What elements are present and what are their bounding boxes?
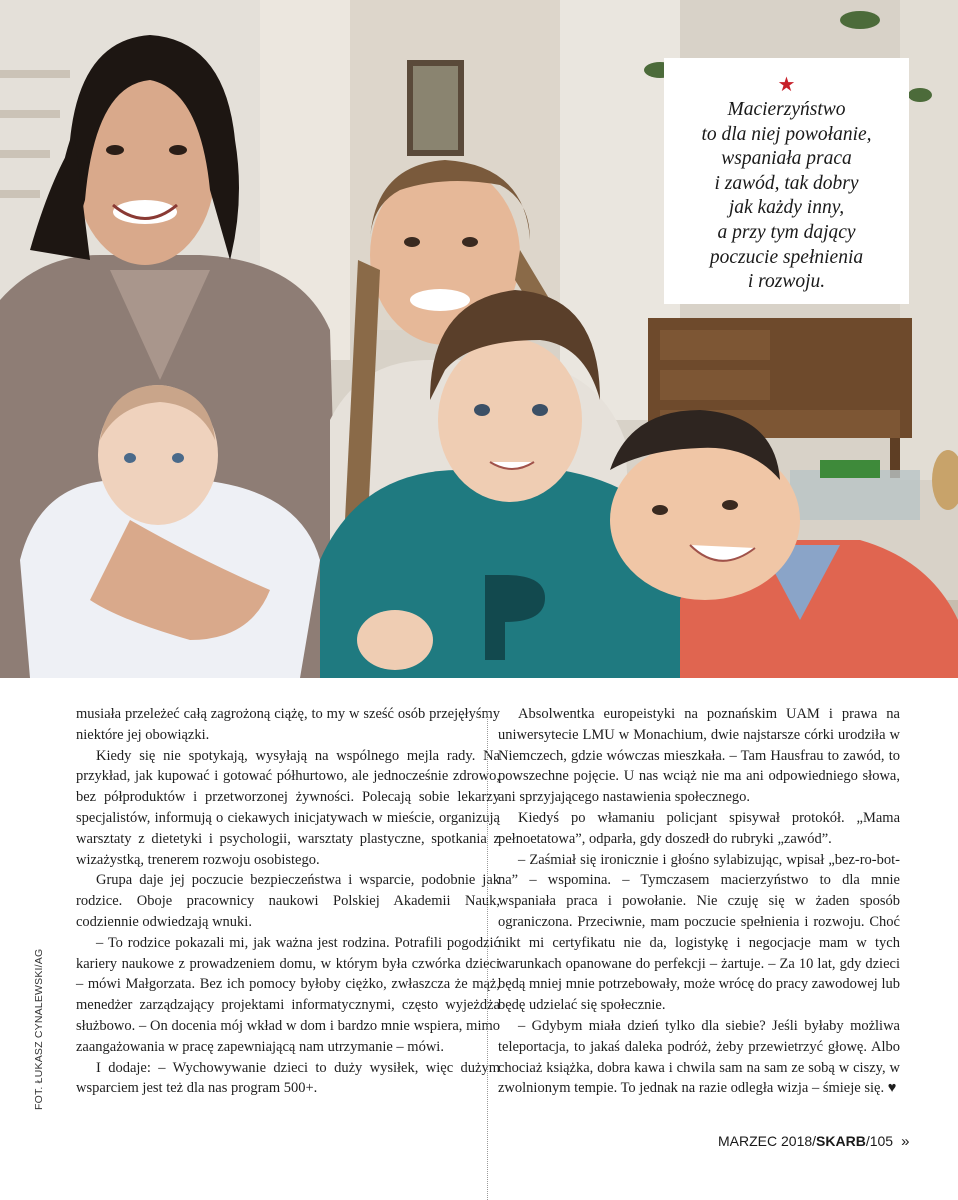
- article-paragraph: – To rodzice pokazali mi, jak ważna jest rodzina. Potrafili pogodzić kariery naukowe z prowadzeniem domu, w którym była czwórka dzieci – mówi Małgorzata. Bez ich pomocy byłoby ciężko, zwłaszcza że mąż, menedżer zarządzający projektami informatycznymi, często wyjeżdża służbowo. – On docenia mój wkład w dom i bardzo mnie wspiera, mimo zaangażowania w pracę zapewniającą nam utrzymanie – mówi.: [76, 934, 500, 1055]
- next-page-arrow-icon: »: [901, 1133, 910, 1150]
- page-folio: MARZEC 2018/SKARB/105 »: [718, 1133, 910, 1150]
- pull-quote-line: poczucie spełnienia: [709, 246, 864, 268]
- pull-quote-line: i rozwoju.: [747, 271, 826, 293]
- pull-quote-box: [664, 58, 909, 304]
- pull-quote-line: Macierzyństwo: [727, 99, 846, 120]
- article-paragraph: I dodaje: – Wychowywanie dzieci to duży wysiłek, więc dużym wsparciem jest też dla nas program 500+.: [76, 1059, 500, 1097]
- photo-credit: FOT. ŁUKASZ CYNALEWSKI/AG: [33, 948, 45, 1110]
- article-paragraph: Kiedy się nie spotykają, wysyłają na wspólnego mejla rady. Na przykład, jak kupować i gotować półhurtowo, ale jednocześnie zdrowo, bez półproduktów i przetworzonej żywności. Polecają sobie lekarzy specjalistów, informują o ciekawych inicjatywach w mieście, organizują warsztaty z dietetyki i psychologii, warsztaty plastyczne, spotkania z wizażystką, trenerem rozwoju osobistego.: [76, 747, 500, 868]
- folio-magazine: SKARB: [816, 1133, 866, 1149]
- article-paragraph: Grupa daje jej poczucie bezpieczeństwa i wsparcie, podobnie jak rodzice. Oboje pracownicy naukowi Polskiej Akademii Nauk, codziennie odwiedzają wnuki.: [76, 872, 500, 930]
- pull-quote-line: wspaniała praca: [721, 148, 852, 170]
- article-column-right: [498, 704, 900, 1099]
- article-paragraph: Kiedyś po włamaniu policjant spisywał protokół. „Mama pełnoetatowa”, odparła, gdy doszedł do rubryki „zawód”.: [498, 809, 900, 847]
- pull-quote-line: jak każdy inny,: [728, 197, 845, 219]
- pull-quote-line: i zawód, tak dobry: [714, 172, 859, 194]
- pull-quote-text: [674, 98, 899, 295]
- pull-quote-line: to dla niej powołanie,: [701, 123, 872, 145]
- folio-page-number: 105: [869, 1133, 894, 1149]
- pull-quote-line: a przy tym dający: [717, 221, 856, 243]
- article-paragraph: – Gdybym miała dzień tylko dla siebie? Jeśli byłaby możliwa teleportacja, to jakaś daleka podróż, żeby przewietrzyć głowę. Albo chociaż książka, dobra kawa i chwila sam na sam ze sobą w ciszy, w zwolnionym tempie. To jednak na razie odległa wizja – śmieje się. ♥: [498, 1017, 900, 1097]
- star-icon: ★: [777, 72, 796, 96]
- folio-date: MARZEC 2018: [718, 1133, 813, 1149]
- column-divider: [487, 712, 488, 1200]
- article-paragraph: musiała przeleżeć całą zagrożoną ciążę, to my w sześć osób przejęłyśmy niektóre jej obowiązki.: [76, 706, 500, 743]
- article-paragraph: – Zaśmiał się ironicznie i głośno sylabizując, wpisał „bez-ro-bot-na” – wspomina. – Tymczasem macierzyństwo to dla mnie wspaniała praca i powołanie. Nie czuję się w żaden sposób ograniczona. Przeciwnie, mam poczucie spełnienia i rozwoju. Choć nikt mi certyfikatu nie da, logistykę i negocjacje mam w tych warunkach opanowane do perfekcji – żartuje. – Za 10 lat, gdy dzieci będą mniej mnie potrzebowały, może wrócę do pracy zawodowej lub będę udzielać się społecznie.: [498, 851, 900, 1014]
- article-paragraph: Absolwentka europeistyki na poznańskim UAM i prawa na uniwersytecie LMU w Monachium, dwie najstarsze córki urodziła w Niemczech, gdzie wówczas mieszkała. – Tam Hausfrau to zawód, to powszechne pojęcie. U nas wciąż nie ma ani odpowiedniego słowa, ani sprzyjającego nastawienia społecznego.: [498, 706, 900, 806]
- article-column-left: [76, 704, 500, 1099]
